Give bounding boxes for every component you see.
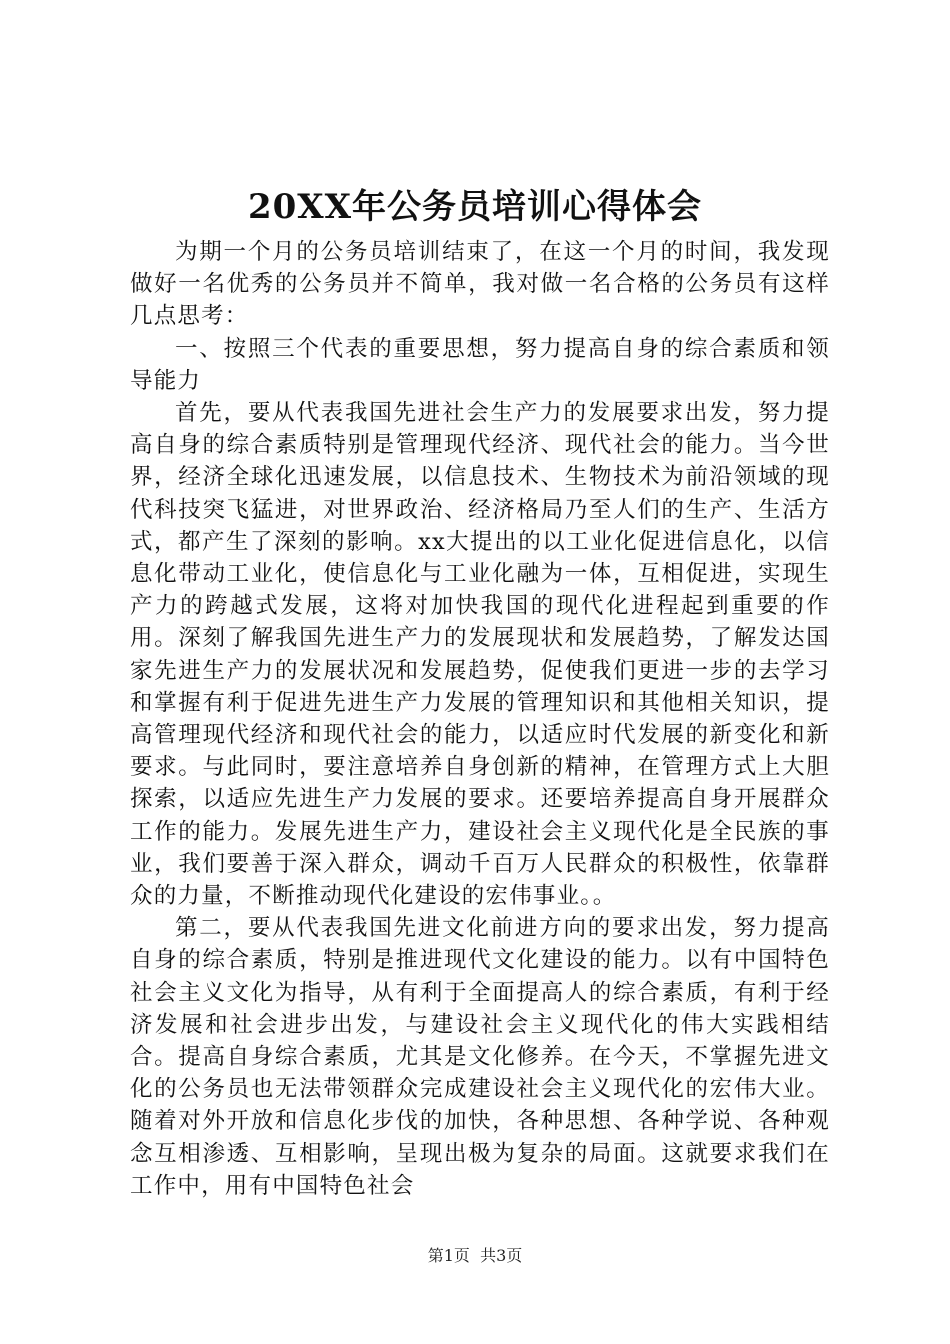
document-body bbox=[130, 236, 830, 1202]
paragraph-intro: 为期一个月的公务员培训结束了，在这一个月的时间，我发现做好一名优秀的公务员并不简单，我对做一名合格的公务员有这样几点思考： bbox=[130, 239, 830, 330]
paragraph-first-point: 首先，要从代表我国先进社会生产力的发展要求出发，努力提高自身的综合素质特别是管理现代经济、现代社会的能力。当今世界，经济全球化迅速发展，以信息技术、生物技术为前沿领域的现代科技突飞猛进，对世界政治、经济格局乃至人们的生产、生活方式，都产生了深刻的影响。xx大提出的以工业化促进信息化，以信息化带动工业化，使信息化与工业化融为一体，互相促进，实现生产力的跨越式发展，这将对加快我国的现代化进程起到重要的作用。深刻了解我国先进生产力的发展现状和发展趋势，了解发达国家先进生产力的发展状况和发展趋势，促使我们更进一步的去学习和掌握有利于促进先进生产力发展的管理知识和其他相关知识，提高管理现代经济和现代社会的能力，以适应时代发展的新变化和新要求。与此同时，要注意培养自身创新的精神，在管理方式上大胆探索，以适应先进生产力发展的要求。还要培养提高自身开展群众工作的能力。发展先进生产力，建设社会主义现代化是全民族的事业，我们要善于深入群众，调动千百万人民群众的积极性，依靠群众的力量，不断推动现代化建设的宏伟事业。。 bbox=[130, 400, 830, 910]
paragraph-heading-one: 一、按照三个代表的重要思想，努力提高自身的综合素质和领导能力 bbox=[130, 335, 830, 394]
page-footer bbox=[0, 1244, 950, 1268]
paragraph-second-point: 第二，要从代表我国先进文化前进方向的要求出发，努力提高自身的综合素质，特别是推进现代文化建设的能力。以有中国特色社会主义文化为指导，从有利于全面提高人的综合素质，有利于经济发展和社会进步出发，与建设社会主义现代化的伟大实践相结合。提高自身综合素质，尤其是文化修养。在今天，不掌握先进文化的公务员也无法带领群众完成建设社会主义现代化的宏伟大业。随着对外开放和信息化步伐的加快，各种思想、各种学说、各种观念互相渗透、互相影响，呈现出极为复杂的局面。这就要求我们在工作中，用有中国特色社会 bbox=[130, 915, 830, 1199]
page-total: 共3页 bbox=[480, 1246, 523, 1265]
document-title: 20XX年公务员培训心得体会 bbox=[247, 187, 703, 227]
footer-spacer bbox=[470, 1246, 480, 1265]
page-number: 第1页 bbox=[427, 1246, 470, 1265]
